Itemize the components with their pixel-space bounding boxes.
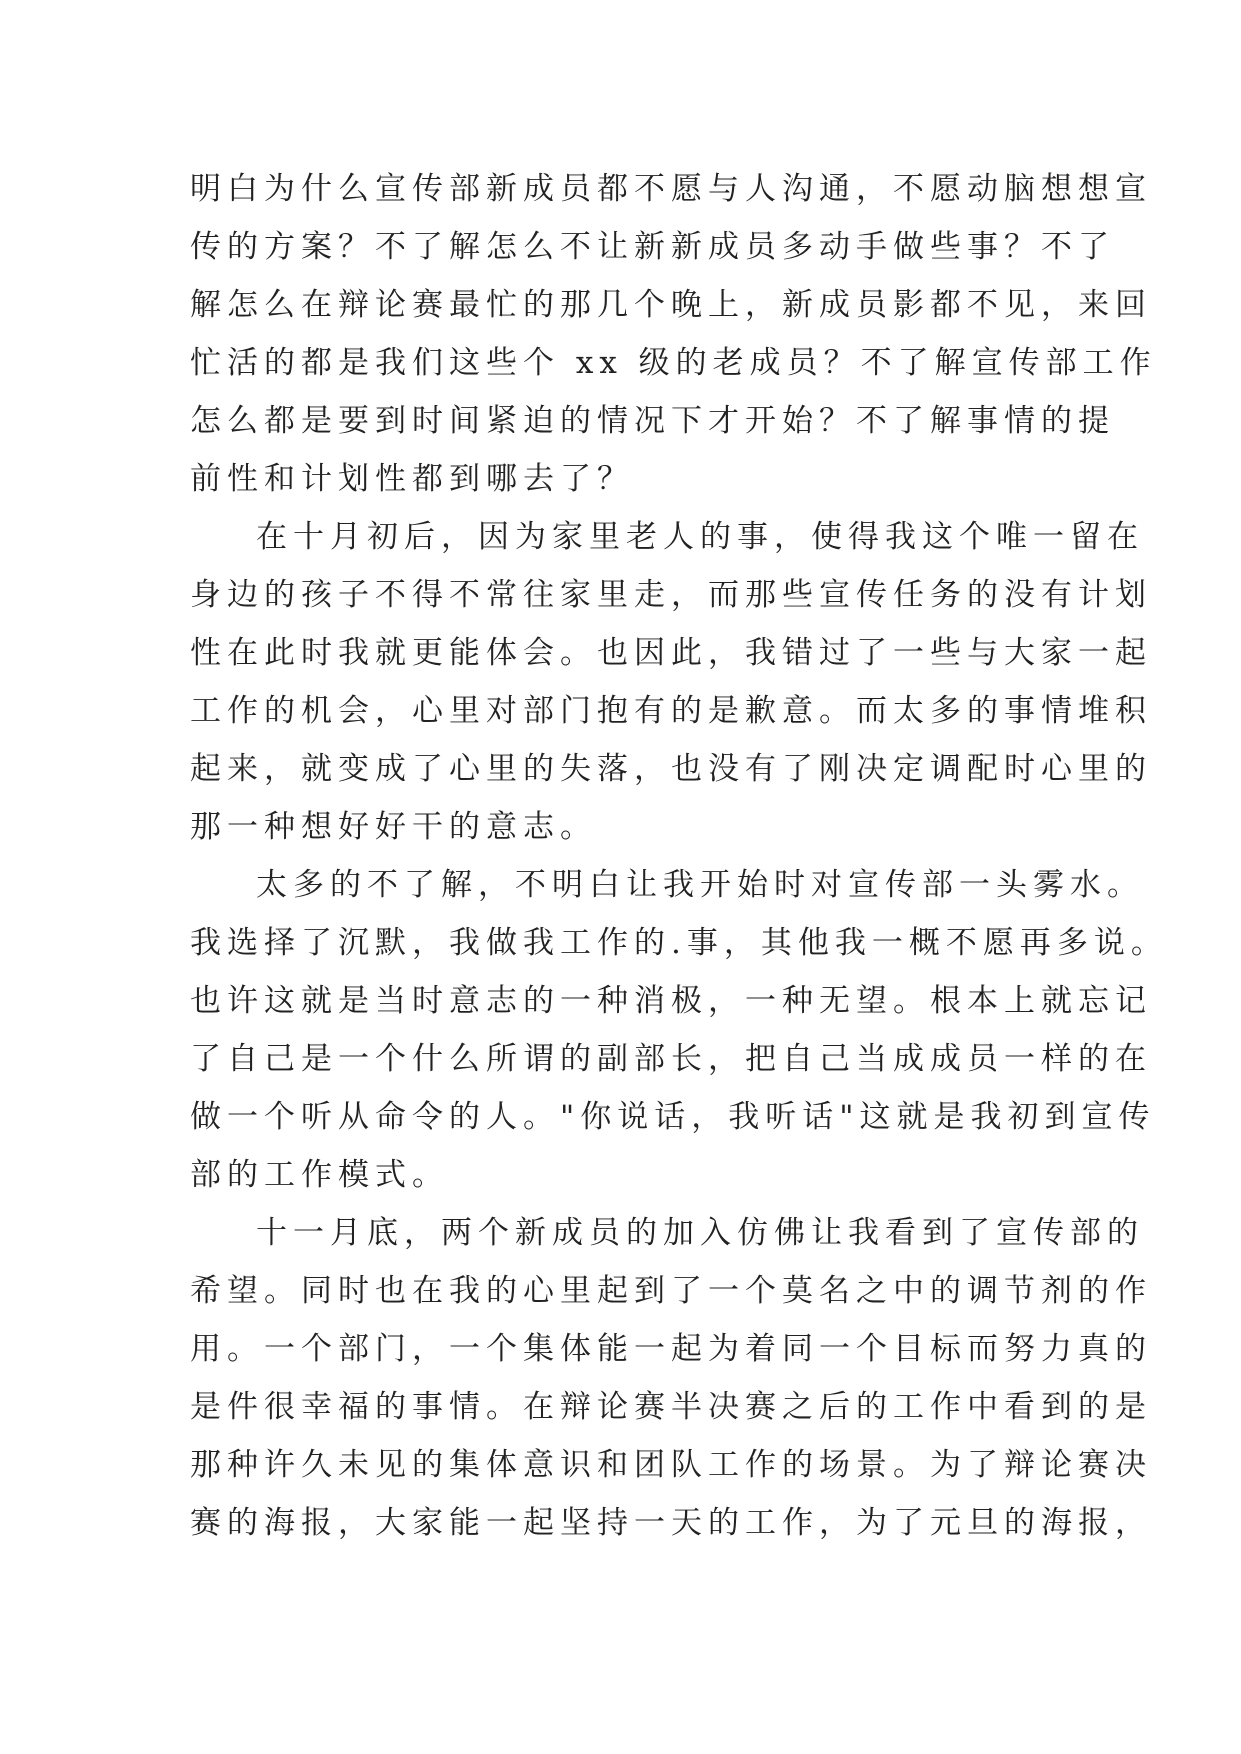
text-line: 忙活的都是我们这些个 xx 级的老成员？不了解宣传部工作 [190,345,1157,381]
text-line: 部的工作模式。 [190,1157,449,1193]
text-line: 也许这就是当时意志的一种消极，一种无望。根本上就忘记 [190,983,1152,1019]
text-line: 工作的机会，心里对部门抱有的是歉意。而太多的事情堆积 [190,693,1152,729]
text-line: 前性和计划性都到哪去了？ [190,461,634,497]
text-line: 起来，就变成了心里的失落，也没有了刚决定调配时心里的 [190,751,1152,787]
paragraph-first-line: 在十月初后，因为家里老人的事，使得我这个唯一留在 [256,519,1144,555]
text-line: 做一个听从命令的人。"你说话，我听话"这就是我初到宣传 [190,1099,1156,1135]
document-body [190,160,1168,1552]
text-line: 是件很幸福的事情。在辩论赛半决赛之后的工作中看到的是 [190,1389,1152,1425]
text-line: 性在此时我就更能体会。也因此，我错过了一些与大家一起 [190,635,1152,671]
text-line: 赛的海报，大家能一起坚持一天的工作，为了元旦的海报， [190,1505,1152,1541]
text-line: 我选择了沉默，我做我工作的.事，其他我一概不愿再多说。 [190,925,1168,961]
text-line: 那种许久未见的集体意识和团队工作的场景。为了辩论赛决 [190,1447,1152,1483]
text-line: 怎么都是要到时间紧迫的情况下才开始？不了解事情的提 [190,403,1115,439]
text-line: 了自己是一个什么所谓的副部长，把自己当成成员一样的在 [190,1041,1152,1077]
text-line: 身边的孩子不得不常往家里走，而那些宣传任务的没有计划 [190,577,1152,613]
paragraph-first-line: 十一月底，两个新成员的加入仿佛让我看到了宣传部的 [256,1215,1144,1251]
text-line: 希望。同时也在我的心里起到了一个莫名之中的调节剂的作 [190,1273,1152,1309]
text-line: 用。一个部门，一个集体能一起为着同一个目标而努力真的 [190,1331,1152,1367]
text-line: 传的方案？不了解怎么不让新新成员多动手做些事？不了 [190,229,1115,265]
text-line: 解怎么在辩论赛最忙的那几个晚上，新成员影都不见，来回 [190,287,1152,323]
text-line: 那一种想好好干的意志。 [190,809,597,845]
text-line: 明白为什么宣传部新成员都不愿与人沟通，不愿动脑想想宣 [190,171,1152,207]
paragraph-first-line: 太多的不了解，不明白让我开始时对宣传部一头雾水。 [256,867,1144,903]
